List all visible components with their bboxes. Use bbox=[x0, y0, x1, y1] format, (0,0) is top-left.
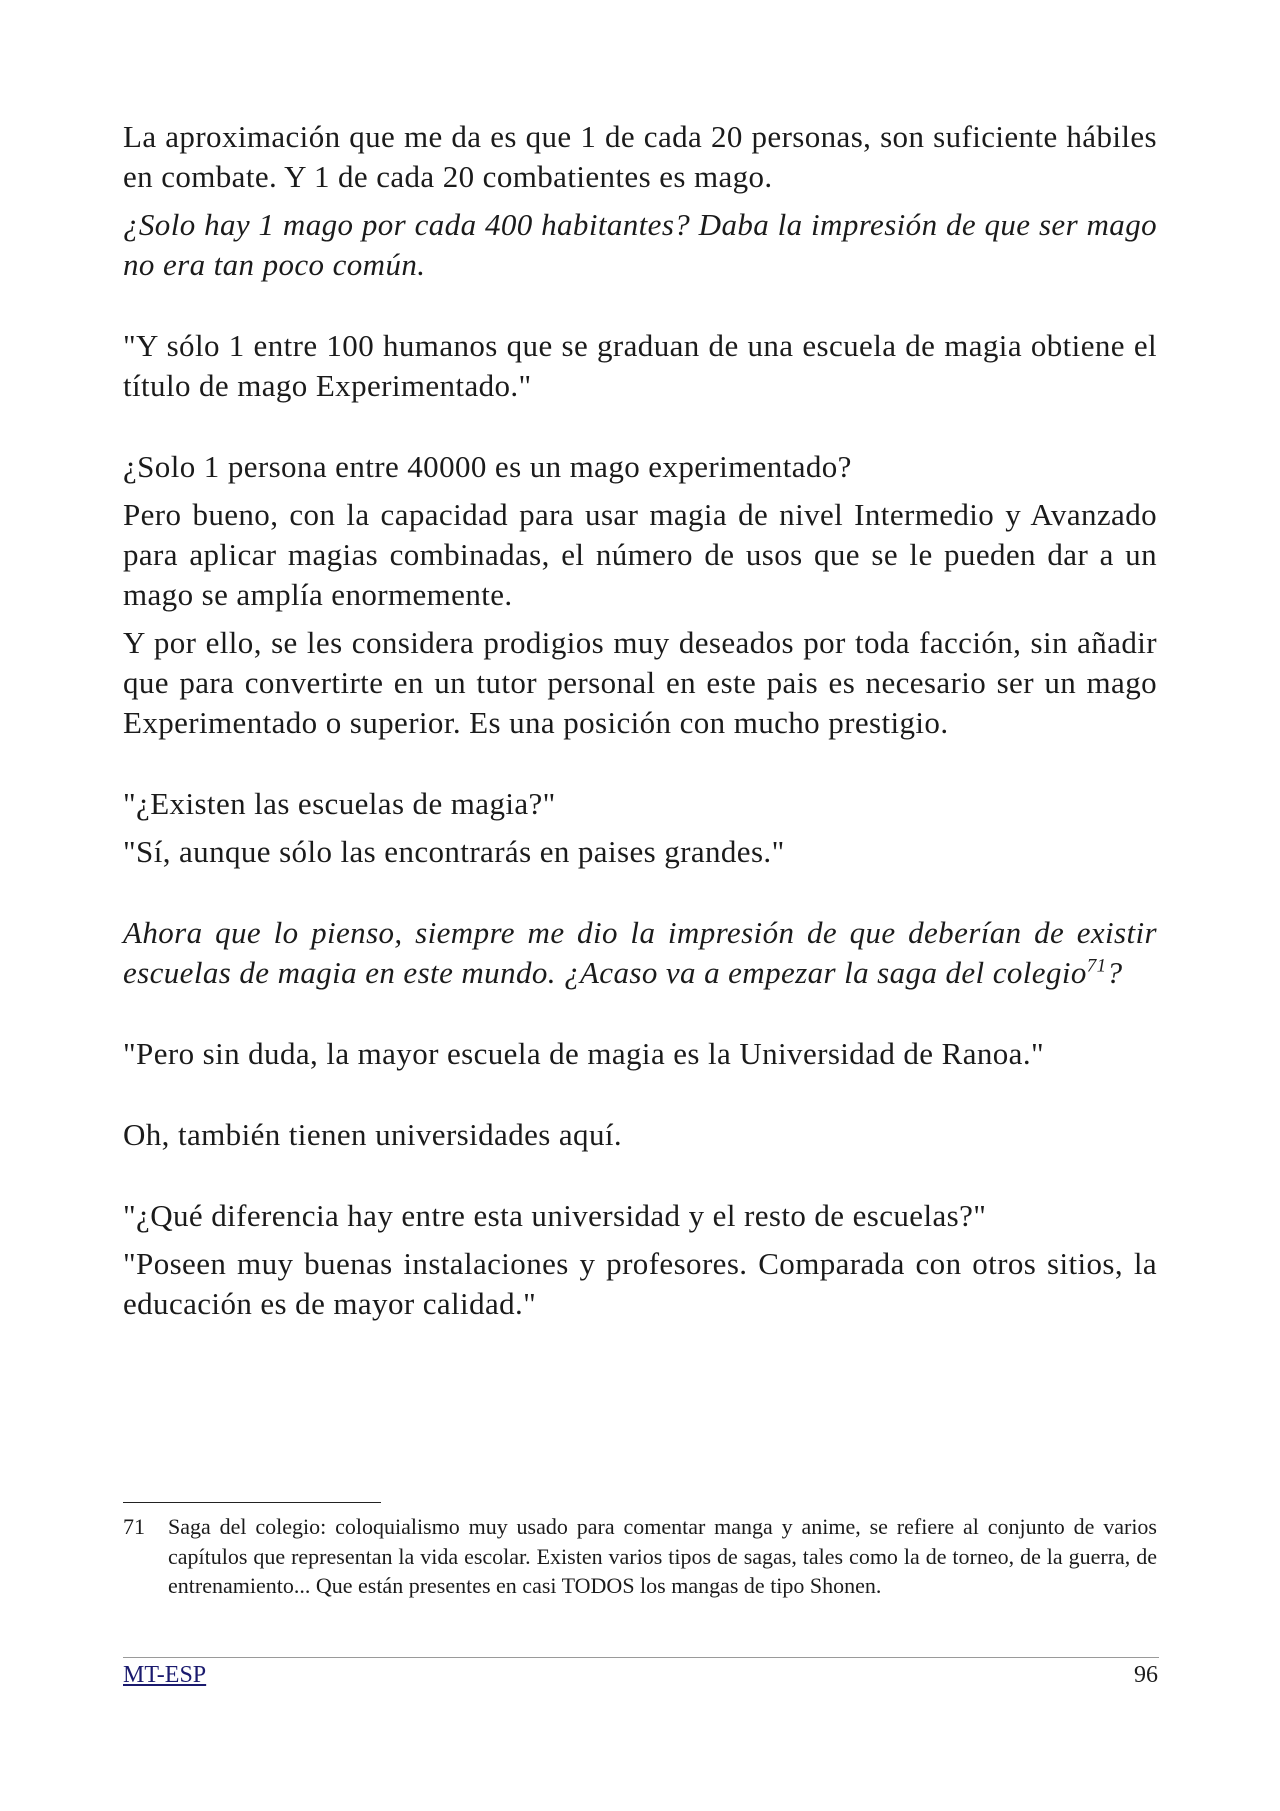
footnote-text: Saga del colegio: coloquialismo muy usado para comentar manga y anime, se refiere al conjunto de varios capítulos que representan la vida escolar. Existen varios tipos de sagas, tales como la de torneo, de la guerra, de entrenamiento... Que están presentes en casi TODOS los mangas de tipo Shonen. bbox=[168, 1514, 1157, 1598]
paragraph-dialogue: "¿Qué diferencia hay entre esta universidad y el resto de escuelas?" bbox=[123, 1198, 987, 1233]
paragraph: La aproximación que me da es que 1 de cada 20 personas, son suficiente hábiles en combate. Y 1 de cada 20 combatientes es mago. bbox=[123, 119, 1157, 194]
paragraph: ¿Solo 1 persona entre 40000 es un mago experimentado? bbox=[123, 449, 852, 484]
footer-link[interactable]: MT-ESP bbox=[123, 1662, 207, 1688]
page-number: 96 bbox=[1134, 1662, 1158, 1688]
paragraph-dialogue: "Pero sin duda, la mayor escuela de magia es la Universidad de Ranoa." bbox=[123, 1036, 1045, 1071]
paragraph-tail: ? bbox=[1106, 955, 1123, 990]
page-body bbox=[123, 117, 1157, 1324]
footnote bbox=[123, 1512, 1157, 1601]
paragraph-dialogue: "Poseen muy buenas instalaciones y profesores. Comparada con otros sitios, la educación es de mayor calidad." bbox=[123, 1246, 1157, 1321]
footnote-number: 71 bbox=[123, 1514, 145, 1539]
footnote-reference[interactable]: 71 bbox=[1086, 955, 1107, 977]
paragraph: Oh, también tienen universidades aquí. bbox=[123, 1117, 623, 1152]
paragraph: Pero bueno, con la capacidad para usar magia de nivel Intermedio y Avanzado para aplicar magias combinadas, el número de usos que se le pueden dar a un mago se amplía enormemente. bbox=[123, 497, 1157, 612]
paragraph-dialogue: "Y sólo 1 entre 100 humanos que se graduan de una escuela de magia obtiene el título de mago Experimentado." bbox=[123, 328, 1157, 403]
paragraph: Y por ello, se les considera prodigios muy deseados por toda facción, sin añadir que para convertirte en un tutor personal en este pais es necesario ser un mago Experimentado o superior. Es una posición con mucho prestigio. bbox=[123, 625, 1157, 740]
paragraph-text: Ahora que lo pienso, siempre me dio la impresión de que deberían de existir escuelas de magia en este mundo. ¿Acaso va a empezar la saga del colegio bbox=[123, 915, 1157, 990]
paragraph-thought: ¿Solo hay 1 mago por cada 400 habitantes? Daba la impresión de que ser mago no era tan poco común. bbox=[123, 207, 1157, 282]
footnote-divider bbox=[123, 1502, 381, 1503]
footer-divider bbox=[123, 1657, 1159, 1658]
paragraph-dialogue: "¿Existen las escuelas de magia?" bbox=[123, 786, 556, 821]
paragraph-dialogue: "Sí, aunque sólo las encontrarás en paises grandes." bbox=[123, 834, 785, 869]
paragraph-thought bbox=[123, 913, 1157, 993]
